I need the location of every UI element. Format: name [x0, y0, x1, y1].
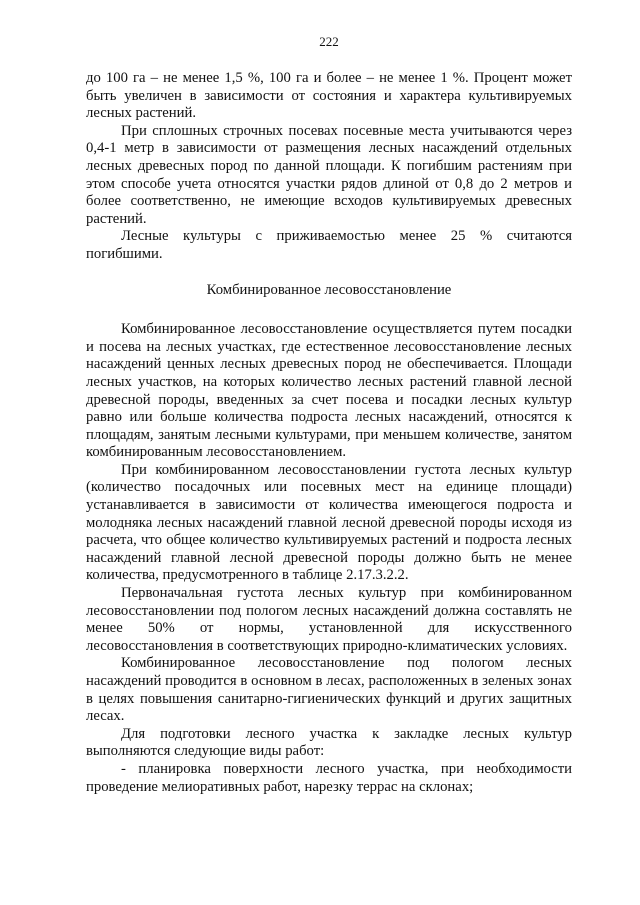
section-heading: Комбинированное лесовосстановление — [206, 281, 452, 298]
paragraph-survival-rate: Лесные культуры с приживаемостью менее 25 % считаются погибшими. — [86, 228, 572, 262]
paragraph-row-sowing: При сплошных строчных посевах посевные места учитываются через 0,4-1 метр в зависимости от размещения лесных насаждений отдельных лесных древесных пород по данной площади. К погибшим растениям при этом способе учета относятся участки рядов длиной от 0,8 до 2 метров и более соответственно, не имеющие всходов культивируемых древесных растений. — [86, 122, 572, 227]
paragraph-preparation: Для подготовки лесного участка к закладке лесных культур выполняются следующие виды работ: — [86, 725, 572, 760]
paragraph-combined-definition: Комбинированное лесовосстановление осуществляется путем посадки и посева на лесных участках, где естественное лесовосстановление лесных насаждений ценных лесных древесных пород не обеспечивается. Площади лесных участков, на которых количество лесных растений главной лесной древесной породы, введенных за счет посева и посадки лесных культур равно или больше количества подроста лесных насаждений, относятся к площадям, занятым лесными культурами, при меньшем количестве, занятом комбинированным лесовосстановлением. — [86, 321, 572, 461]
page-number: 222 — [319, 34, 339, 49]
paragraph-density: При комбинированном лесовосстановлении густота лесных культур (количество посадочных или посевных мест на единице площади) устанавливается в зависимости от количества имеющегося подроста и молодняка лесных насаждений главной лесной древесной породы исходя из расчета, что общее количество культивируемых растений и подроста лесных насаждений главной лесной древесной породы должно быть не менее количества, предусмотренного в таблице 2.17.3.2.2. — [86, 461, 572, 584]
paragraph-continuation: до 100 га – не менее 1,5 %, 100 га и более – не менее 1 %. Процент может быть увеличен в зависимости от состояния и характера культивируемых лесных растений. — [86, 70, 572, 122]
document-page — [86, 34, 572, 796]
paragraph-canopy: Комбинированное лесовосстановление под пологом лесных насаждений проводится в основном в лесах, расположенных в зеленых зонах в целях повышения санитарно-гигиенических функций и других защитных лесах. — [86, 655, 572, 725]
list-item-planning: - планировка поверхности лесного участка, при необходимости проведение мелиоративных работ, нарезку террас на склонах; — [86, 760, 572, 795]
paragraph-initial-density: Первоначальная густота лесных культур при комбинированном лесовосстановлении под пологом лесных насаждений должна составлять не менее 50% от нормы, установленной для искусственного лесовосстановления в соответствующих природно-климатических условиях. — [86, 585, 572, 654]
